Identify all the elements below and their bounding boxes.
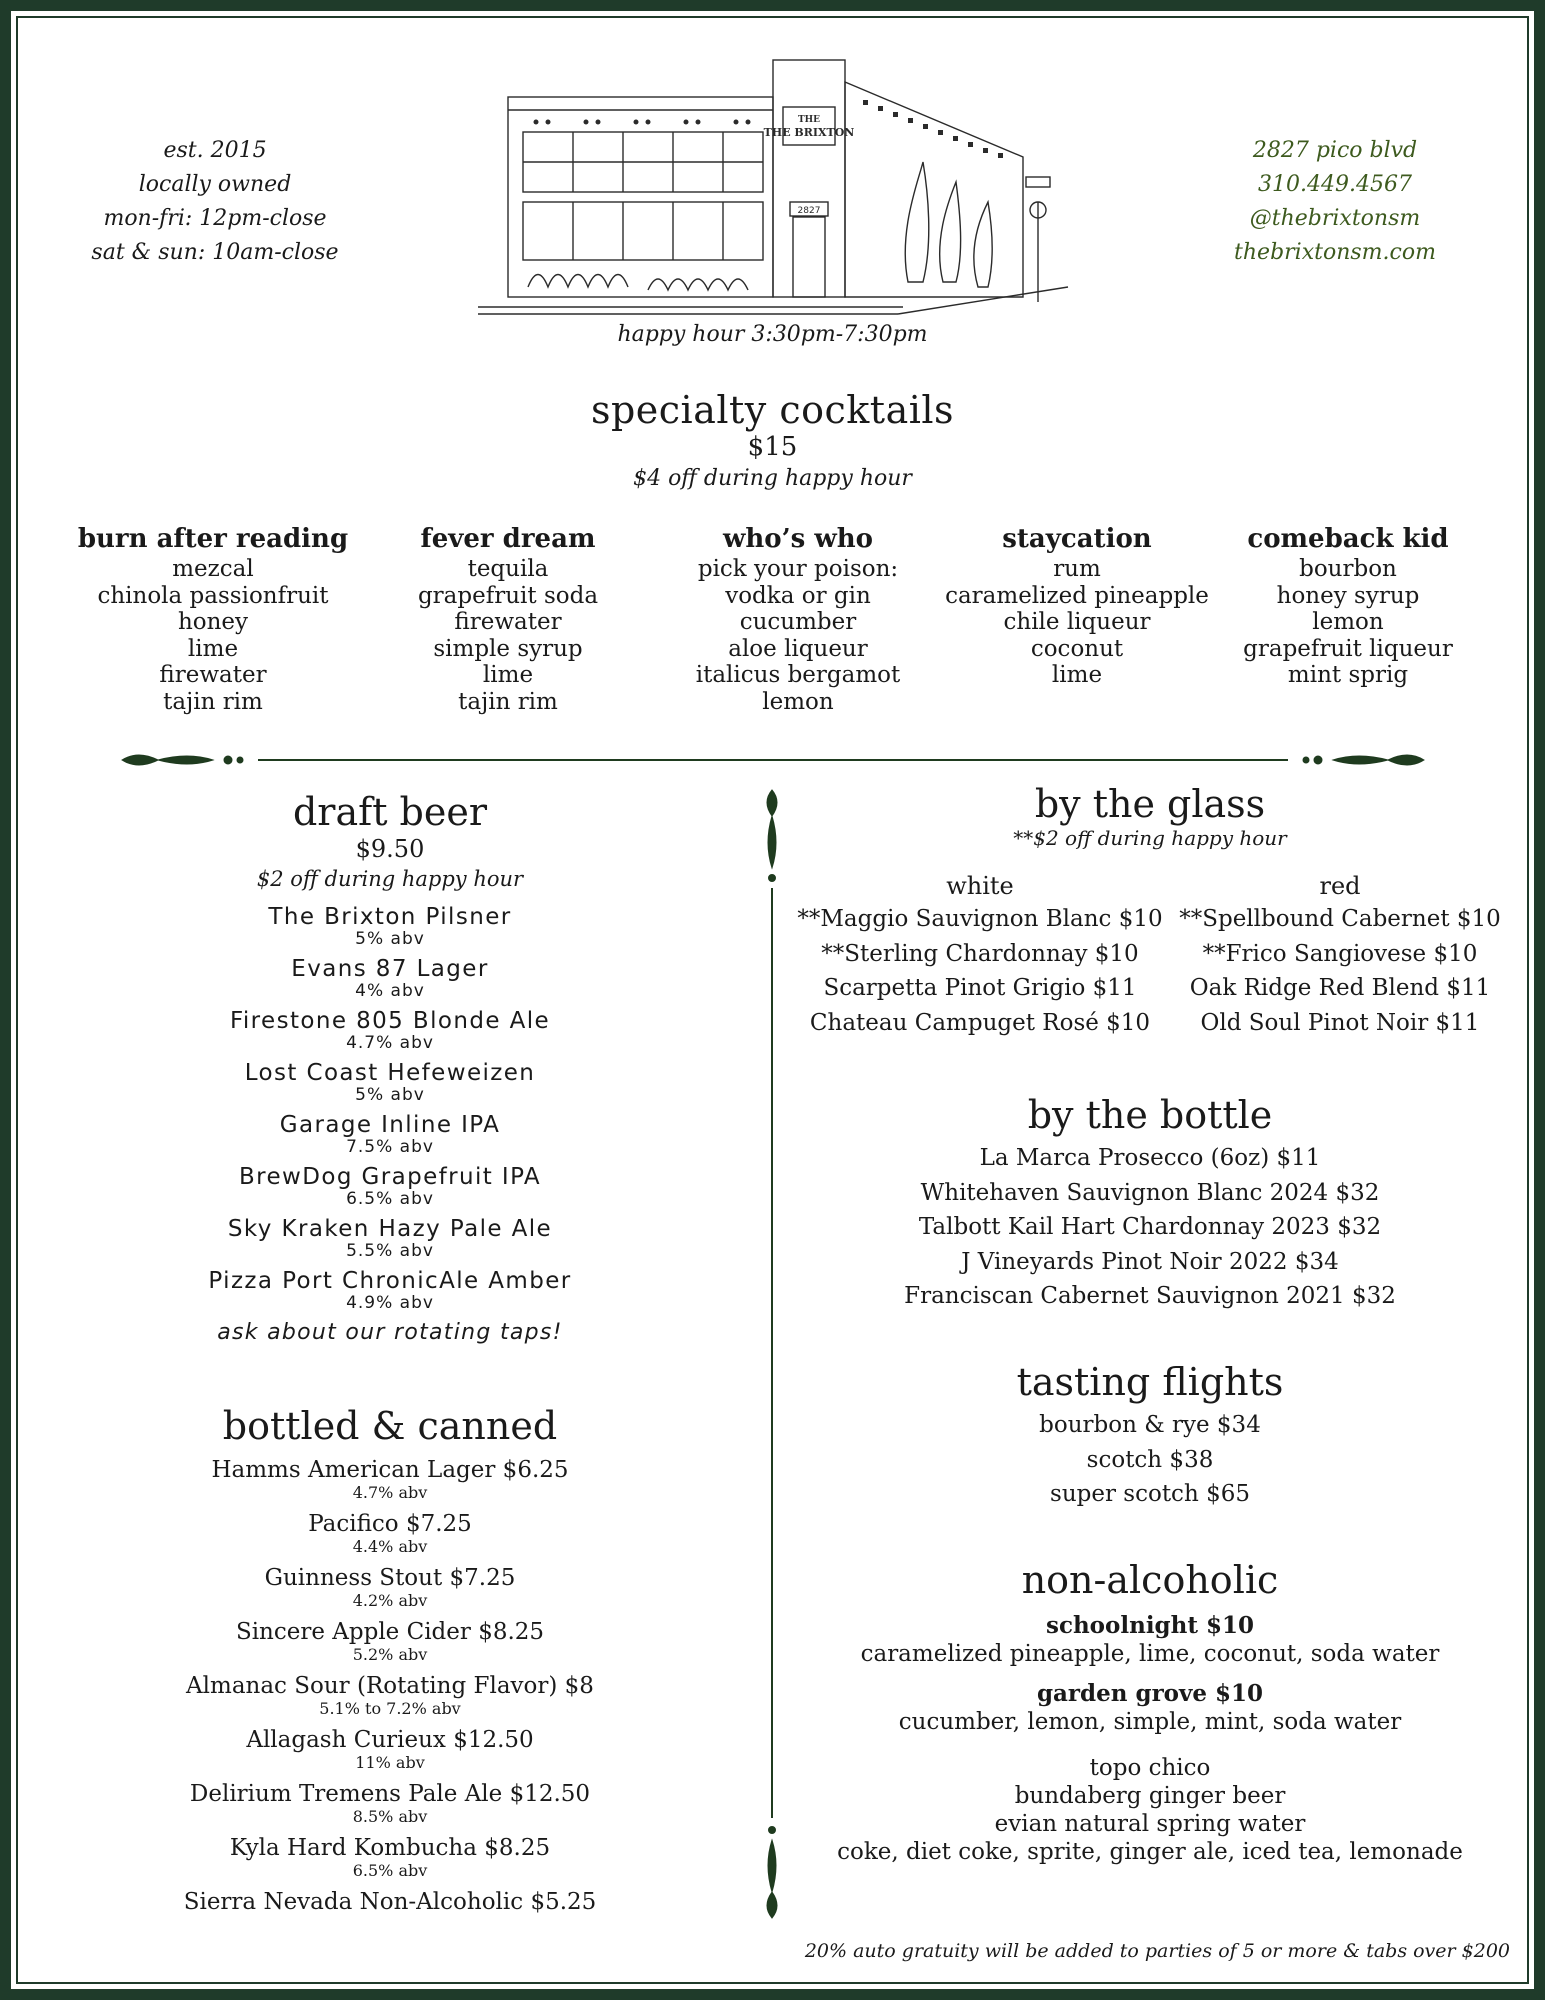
draft-beer-happy-note: $2 off during happy hour	[256, 867, 524, 891]
cocktail-burn-after-reading	[68, 522, 358, 715]
ingredient: mezcal	[172, 556, 254, 582]
hours-info	[60, 134, 370, 270]
building-sign: THE BRIXTON	[763, 126, 855, 139]
na-other-item: bundaberg ginger beer	[1014, 1783, 1286, 1809]
draft-beer-name: Garage Inline IPA	[279, 1112, 501, 1138]
tasting-flights-section	[790, 1360, 1510, 1512]
na-other-item: evian natural spring water	[994, 1811, 1306, 1837]
weekday-hours: mon-fri: 12pm-close	[103, 206, 327, 231]
draft-beer-name: Pizza Port ChronicAle Amber	[208, 1268, 572, 1294]
flight-item: bourbon & rye $34	[1039, 1412, 1261, 1438]
phone: 310.449.4567	[1258, 172, 1412, 197]
flight-item: scotch $38	[1086, 1446, 1214, 1473]
ingredient: firewater	[454, 609, 562, 635]
draft-beer-name: Evans 87 Lager	[291, 956, 489, 982]
owned-line: locally owned	[138, 172, 292, 197]
draft-beer-abv: 5% abv	[355, 929, 425, 949]
bottled-section	[150, 1404, 630, 1916]
cocktails-price: $15	[747, 432, 798, 462]
draft-beer-abv: 4% abv	[355, 981, 425, 1001]
draft-beer-abv: 4.9% abv	[346, 1293, 434, 1313]
ingredient: tequila	[467, 556, 549, 582]
cocktail-name: comeback kid	[1247, 524, 1449, 554]
ingredient: firewater	[159, 662, 267, 688]
draft-beer-name: BrewDog Grapefruit IPA	[238, 1164, 542, 1190]
red-wine-item: Oak Ridge Red Blend $11	[1189, 975, 1491, 1001]
bottled-item: Allagash Curieux $12.50	[246, 1727, 534, 1753]
red-wine-item: Old Soul Pinot Noir $11	[1200, 1009, 1480, 1036]
white-wine-item: **Maggio Sauvignon Blanc $10	[797, 906, 1163, 932]
draft-beer-abv: 5% abv	[355, 1085, 425, 1105]
na-drink-desc: cucumber, lemon, simple, mint, soda water	[898, 1709, 1402, 1735]
ingredient: grapefruit soda	[417, 582, 599, 609]
bottle-wine-item: Talbott Kail Hart Chardonnay 2023 $32	[918, 1214, 1382, 1240]
happy-hour-note: happy hour 3:30pm-7:30pm	[617, 322, 928, 347]
cocktail-comeback-kid	[1203, 522, 1493, 689]
ingredient: mint sprig	[1287, 662, 1409, 688]
cocktail-fever-dream	[363, 522, 653, 715]
na-drink-name: garden grove $10	[1036, 1680, 1264, 1707]
ingredient: lemon	[762, 688, 834, 715]
contact-info	[1170, 134, 1500, 270]
draft-beer-name: Sky Kraken Hazy Pale Ale	[227, 1216, 553, 1242]
cocktail-name: who’s who	[723, 524, 873, 554]
draft-beer-name: Firestone 805 Blonde Ale	[229, 1008, 551, 1034]
cocktails-title: specialty cocktails	[590, 388, 955, 432]
bottled-item: Guinness Stout $7.25	[264, 1565, 516, 1591]
horizontal-divider	[118, 748, 1428, 772]
na-drink-name: schoolnight $10	[1046, 1612, 1254, 1639]
ingredient: italicus bergamot	[695, 662, 901, 688]
red-wine-heading: red	[1319, 872, 1361, 900]
ingredient: tajin rim	[163, 688, 263, 715]
address: 2827 pico blvd	[1252, 138, 1418, 163]
white-wine-list	[790, 870, 1170, 1040]
draft-beer-abv: 7.5% abv	[346, 1137, 434, 1157]
ingredient: caramelized pineapple	[945, 582, 1209, 609]
ingredient: chile liqueur	[1003, 609, 1151, 635]
draft-beer-name: The Brixton Pilsner	[268, 904, 512, 930]
flight-item: super scotch $65	[1050, 1481, 1250, 1507]
bottled-title: bottled & canned	[222, 1404, 558, 1448]
bottled-abv: 5.1% to 7.2% abv	[319, 1699, 461, 1718]
non-alcoholic-title: non-alcoholic	[1021, 1558, 1279, 1602]
ingredient: lime	[1051, 662, 1103, 688]
red-wine-item: **Spellbound Cabernet $10	[1179, 906, 1501, 932]
bottled-abv: 4.4% abv	[352, 1537, 428, 1556]
white-wine-heading: white	[946, 872, 1014, 900]
bottled-item: Pacifico $7.25	[308, 1511, 472, 1537]
draft-beer-abv: 6.5% abv	[346, 1189, 434, 1209]
svg-text:THE: THE	[797, 115, 821, 125]
draft-beer-section	[150, 790, 630, 1345]
bottled-abv: 6.5% abv	[352, 1861, 428, 1880]
na-other-item: topo chico	[1089, 1755, 1211, 1781]
cocktail-whos-who	[653, 522, 943, 715]
ingredient: vodka or gin	[725, 582, 871, 609]
by-the-glass-section	[790, 782, 1510, 850]
bottle-wine-item: Whitehaven Sauvignon Blanc 2024 $32	[920, 1179, 1380, 1206]
ingredient: honey	[177, 609, 249, 635]
cocktail-name: staycation	[1002, 524, 1152, 554]
ingredient: rum	[1053, 556, 1101, 582]
instagram-handle: @thebrixtonsm	[1249, 206, 1421, 231]
white-wine-item: Chateau Campuget Rosé $10	[809, 1009, 1151, 1036]
cocktail-name: fever dream	[420, 524, 596, 554]
draft-beer-abv: 5.5% abv	[346, 1241, 434, 1261]
ingredient: lime	[187, 635, 239, 662]
na-drink-desc: caramelized pineapple, lime, coconut, soda water	[860, 1641, 1440, 1667]
bottled-item: Sincere Apple Cider $8.25	[235, 1619, 545, 1645]
rotating-taps-note: ask about our rotating taps!	[217, 1320, 563, 1345]
draft-beer-name: Lost Coast Hefeweizen	[244, 1060, 536, 1086]
by-the-glass-title: by the glass	[1034, 782, 1266, 826]
ingredient: coconut	[1030, 635, 1124, 662]
vertical-divider	[760, 788, 784, 1920]
white-wine-item: Scarpetta Pinot Grigio $11	[823, 975, 1137, 1001]
ingredient: aloe liqueur	[728, 635, 868, 662]
website: thebrixtonsm.com	[1234, 240, 1436, 265]
red-wine-list	[1165, 870, 1515, 1040]
ingredient: grapefruit liqueur	[1243, 635, 1453, 662]
ingredient: cucumber	[739, 609, 857, 635]
red-wine-item: **Frico Sangiovese $10	[1202, 940, 1478, 967]
white-wine-item: **Sterling Chardonnay $10	[821, 940, 1139, 967]
draft-beer-price: $9.50	[355, 835, 425, 863]
ingredient: lime	[482, 662, 534, 688]
ingredient: chinola passionfruit	[97, 582, 329, 609]
cocktail-name: burn after reading	[77, 524, 349, 554]
bottle-wine-item: J Vineyards Pinot Noir 2022 $34	[961, 1248, 1339, 1275]
cocktail-staycation	[932, 522, 1222, 689]
by-the-glass-happy-note: **$2 off during happy hour	[1013, 826, 1287, 850]
non-alcoholic-section	[790, 1558, 1510, 1866]
ingredient: honey syrup	[1276, 582, 1420, 609]
bottled-abv: 8.5% abv	[352, 1807, 428, 1826]
bottled-item: Hamms American Lager $6.25	[211, 1457, 569, 1483]
building-number: 2827	[797, 206, 821, 216]
bottled-abv: 11% abv	[355, 1753, 425, 1772]
bottled-abv: 4.7% abv	[352, 1483, 428, 1502]
bottled-item: Almanac Sour (Rotating Flavor) $8	[186, 1673, 594, 1699]
draft-beer-abv: 4.7% abv	[346, 1033, 434, 1053]
gratuity-note: 20% auto gratuity will be added to parties of 5 or more & tabs over $200	[804, 1940, 1510, 1962]
by-the-bottle-section	[790, 1093, 1510, 1314]
bottled-item: Delirium Tremens Pale Ale $12.50	[189, 1781, 591, 1807]
ingredient: lemon	[1312, 609, 1384, 635]
ingredient: simple syrup	[433, 635, 583, 662]
cocktails-happy-note: $4 off during happy hour	[633, 466, 912, 491]
ingredient: bourbon	[1299, 556, 1397, 582]
building-illustration	[478, 52, 1070, 322]
draft-beer-title: draft beer	[292, 790, 488, 834]
ingredient: pick your poison:	[697, 556, 899, 582]
bottled-item: Sierra Nevada Non-Alcoholic $5.25	[183, 1889, 597, 1915]
cocktails-header	[470, 388, 1075, 496]
bottled-abv: 5.2% abv	[352, 1645, 428, 1664]
bottle-wine-item: Franciscan Cabernet Sauvignon 2021 $32	[904, 1283, 1396, 1309]
est-line: est. 2015	[163, 138, 267, 163]
weekend-hours: sat & sun: 10am-close	[91, 240, 339, 265]
bottled-item: Kyla Hard Kombucha $8.25	[229, 1835, 551, 1861]
na-other-item: coke, diet coke, sprite, ginger ale, iced tea, lemonade	[837, 1839, 1463, 1865]
bottle-wine-item: La Marca Prosecco (6oz) $11	[979, 1145, 1321, 1171]
ingredient: tajin rim	[458, 688, 558, 715]
bottled-abv: 4.2% abv	[352, 1591, 428, 1610]
by-the-bottle-title: by the bottle	[1027, 1093, 1273, 1137]
tasting-flights-title: tasting flights	[1016, 1360, 1284, 1404]
